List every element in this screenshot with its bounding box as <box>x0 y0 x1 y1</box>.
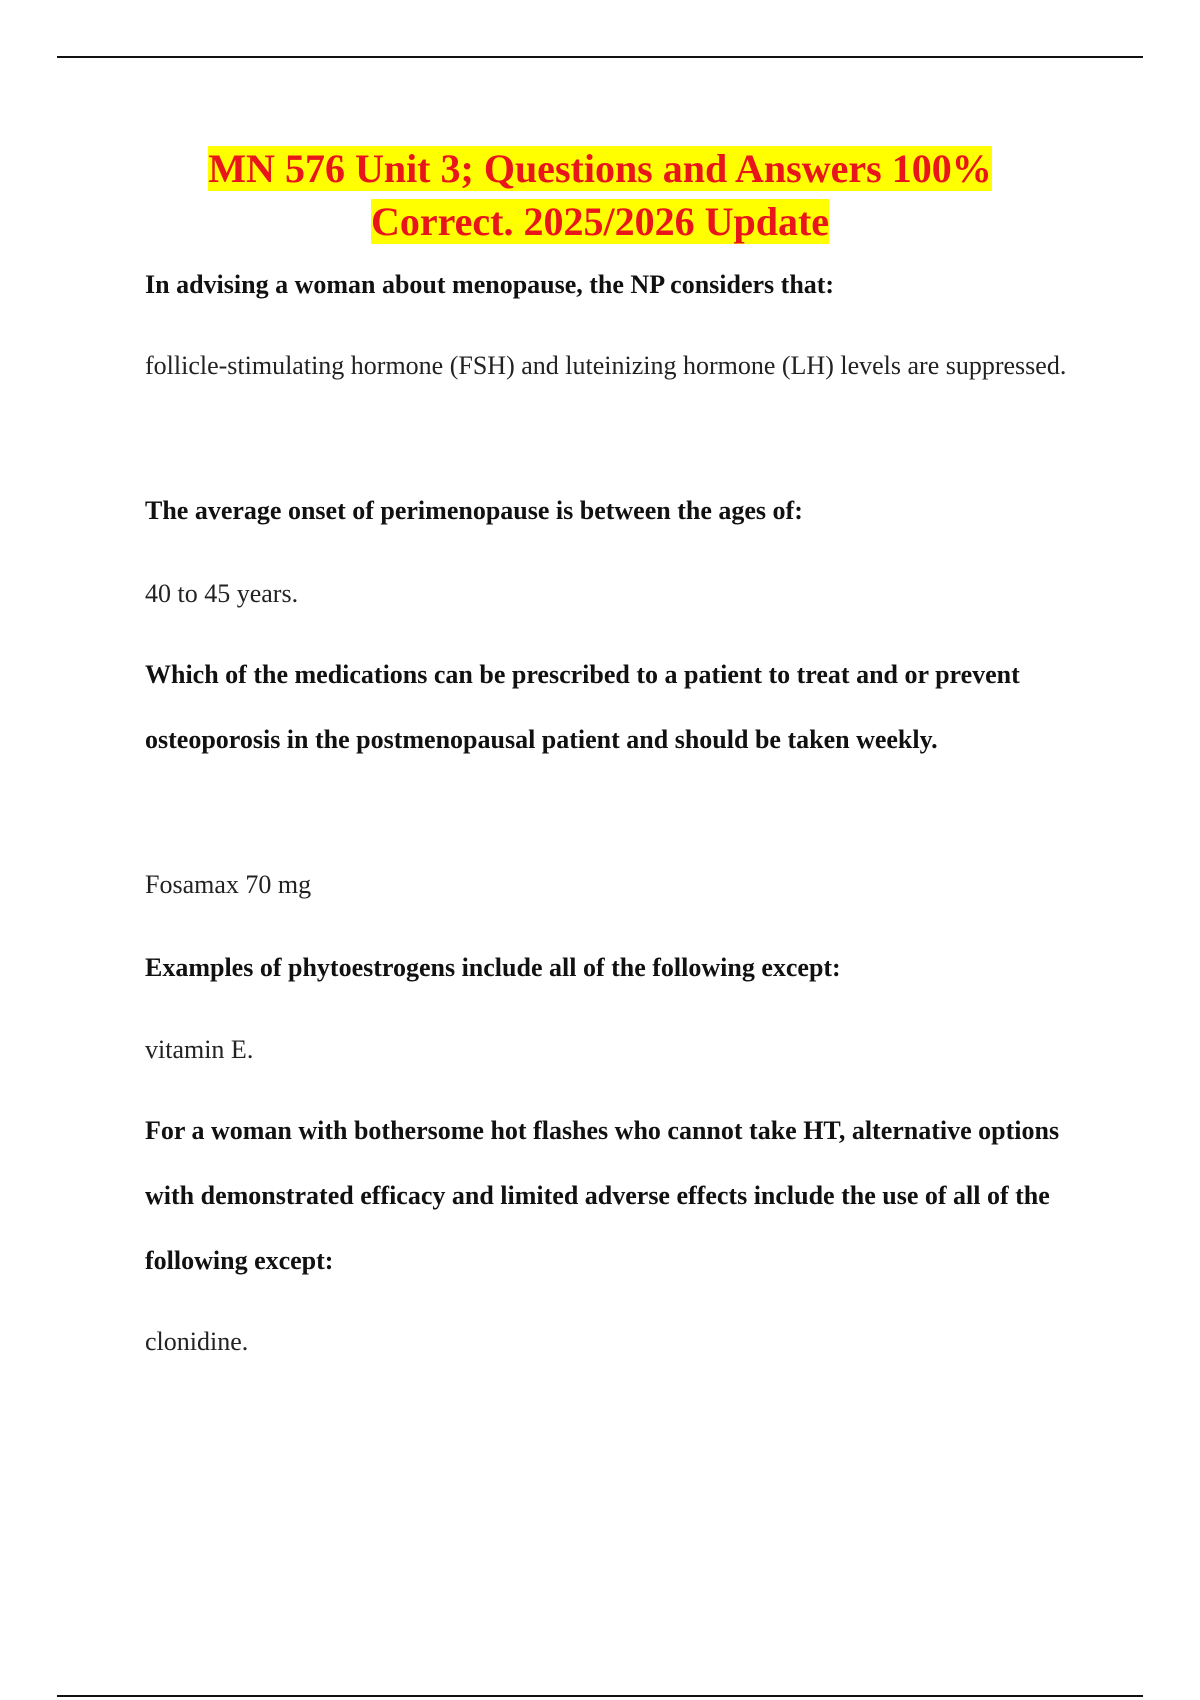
question-4: Examples of phytoestrogens include all of the following except: <box>145 953 841 982</box>
question-2: The average onset of perimenopause is between the ages of: <box>145 496 803 525</box>
answer-4: vitamin E. <box>145 1035 254 1064</box>
title-line-2: Correct. 2025/2026 Update <box>370 199 830 244</box>
document-title <box>100 142 1100 248</box>
footer-rule <box>57 1695 1143 1697</box>
title-line-1: MN 576 Unit 3; Questions and Answers 100% <box>208 146 992 191</box>
header-rule <box>57 56 1143 58</box>
answer-3: Fosamax 70 mg <box>145 870 312 899</box>
answer-2: 40 to 45 years. <box>145 579 299 608</box>
question-5: For a woman with bothersome hot flashes who cannot take HT, alternative options with demonstrated efficacy and limited adverse effects include the use of all of the following except: <box>145 1116 1060 1275</box>
answer-5: clonidine. <box>145 1327 249 1356</box>
answer-1: follicle-stimulating hormone (FSH) and luteinizing hormone (LH) levels are suppressed. <box>145 351 1067 380</box>
question-3: Which of the medications can be prescribed to a patient to treat and or prevent osteoporosis in the postmenopausal patient and should be taken weekly. <box>145 660 1020 754</box>
question-1: In advising a woman about menopause, the NP considers that: <box>145 270 835 299</box>
